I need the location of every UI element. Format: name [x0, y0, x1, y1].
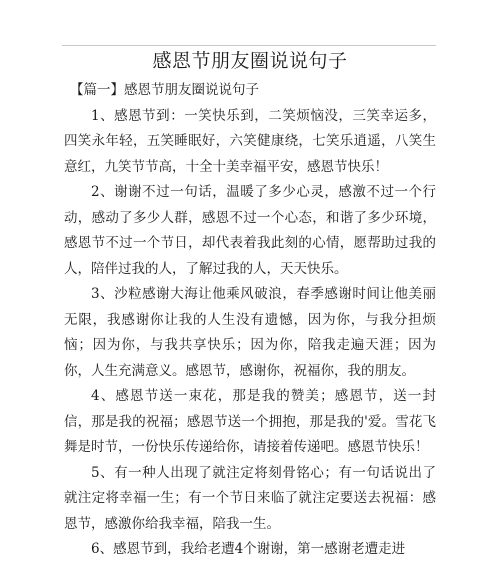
paragraph-6: 6、感恩节到，我给老遭4个谢谢，第一感谢老遭走进	[91, 541, 406, 557]
paragraph-2: 2、谢谢不过一句话，温暖了多少心灵，感激不过一个行动，感动了多少人群，感恩不过一个心态，和谐了多少环境，感恩节不过一个节日，却代表着我此刻的心情，愿帮助过我的人，陪伴过我的人，了解过我的人，天天快乐。	[64, 184, 436, 277]
page-title: 感恩节朋友圈说说句子	[152, 50, 348, 72]
top-divider	[62, 45, 436, 46]
paragraph-4: 4、感恩节送一束花，那是我的赞美；感恩节，送一封信，那是我的祝福；感恩节送一个拥抱，那是我的'爱。雪花飞舞是时节，一份快乐传递给你，请接着传递吧。感恩节快乐！	[64, 388, 436, 455]
paragraph-1: 1、感恩节到：一笑快乐到，二笑烦恼没，三笑幸运多，四笑永年轻，五笑睡眠好，六笑健康绕，七笑乐逍遥，八笑生意红，九笑节节高，十全十美幸福平安，感恩节快乐！	[64, 107, 436, 175]
section-heading: 【篇一】感恩节朋友圈说说句子	[70, 82, 259, 98]
paragraph-5: 5、有一种人出现了就注定将刻骨铭心；有一句话说出了就注定将幸福一生；有一个节日来临了就注定要送去祝福：感恩节，感激你给我幸福，陪我一生。	[64, 464, 436, 532]
paragraph-3: 3、沙粒感谢大海让他乘风破浪，春季感谢时间让他美丽无限，我感谢你让我的人生没有遗憾，因为你，与我分担烦恼；因为你，与我共享快乐；因为你，陪我走遍天涯；因为你，人生充满意义。感恩节，感谢你，祝福你，我的朋友。	[64, 286, 436, 379]
document-body	[64, 78, 436, 563]
